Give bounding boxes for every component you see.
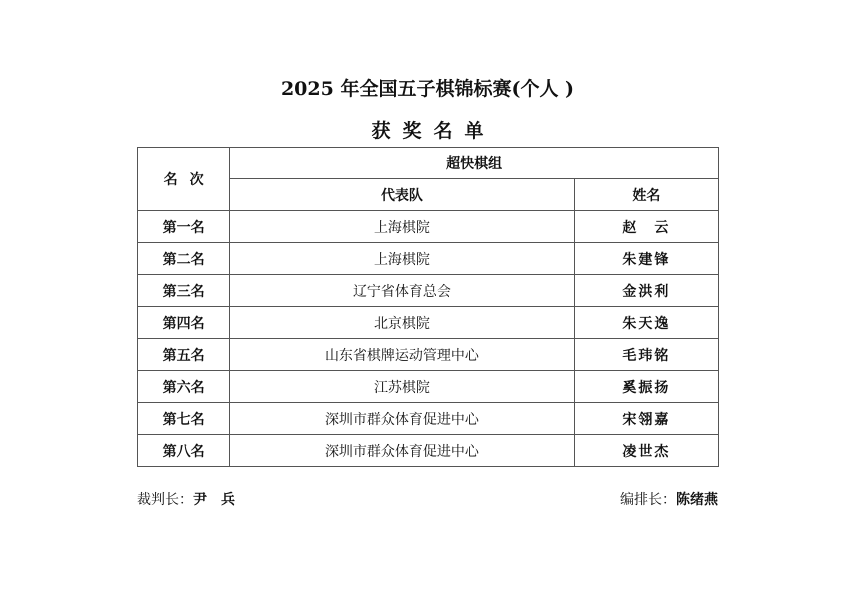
team-cell: 辽宁省体育总会 — [230, 275, 575, 307]
scheduler-name: 陈绪燕 — [676, 492, 718, 508]
scheduler-signature — [620, 489, 718, 509]
table-row — [138, 275, 719, 307]
team-cell: 上海棋院 — [230, 243, 575, 275]
rank-cell: 第三名 — [138, 275, 230, 307]
name-cell: 凌世杰 — [574, 435, 718, 467]
team-cell: 江苏棋院 — [230, 371, 575, 403]
table-row — [138, 243, 719, 275]
name-cell: 朱建锋 — [574, 243, 718, 275]
team-header: 代表队 — [230, 179, 575, 211]
name-cell: 毛玮铭 — [574, 339, 718, 371]
team-cell: 上海棋院 — [230, 211, 575, 243]
name-cell: 宋翎嘉 — [574, 403, 718, 435]
rank-cell: 第四名 — [138, 307, 230, 339]
table-row — [138, 307, 719, 339]
referee-label: 裁判长： — [137, 492, 193, 508]
team-cell: 北京棋院 — [230, 307, 575, 339]
referee-name: 尹 兵 — [193, 492, 235, 508]
team-cell: 深圳市群众体育促进中心 — [230, 403, 575, 435]
table-header-row — [138, 148, 719, 179]
referee-signature — [137, 489, 235, 509]
group-header: 超快棋组 — [230, 148, 719, 179]
team-cell: 山东省棋牌运动管理中心 — [230, 339, 575, 371]
page-subtitle: 获奖名单 — [371, 120, 496, 142]
name-cell: 赵 云 — [574, 211, 718, 243]
rank-cell: 第二名 — [138, 243, 230, 275]
name-header: 姓名 — [574, 179, 718, 211]
rank-cell: 第七名 — [138, 403, 230, 435]
rank-cell: 第五名 — [138, 339, 230, 371]
name-cell: 奚振扬 — [574, 371, 718, 403]
page-title: 2025 年全国五子棋锦标赛(个人 ) — [280, 78, 575, 100]
team-cell: 深圳市群众体育促进中心 — [230, 435, 575, 467]
rank-cell: 第八名 — [138, 435, 230, 467]
table-row — [138, 435, 719, 467]
table-row — [138, 371, 719, 403]
name-cell: 朱天逸 — [574, 307, 718, 339]
name-cell: 金洪利 — [574, 275, 718, 307]
rank-header: 名次 — [138, 148, 230, 211]
table-row — [138, 211, 719, 243]
rank-cell: 第六名 — [138, 371, 230, 403]
table-row — [138, 339, 719, 371]
table-row — [138, 403, 719, 435]
scheduler-label: 编排长： — [620, 492, 676, 508]
rank-cell: 第一名 — [138, 211, 230, 243]
results-table — [137, 147, 719, 467]
